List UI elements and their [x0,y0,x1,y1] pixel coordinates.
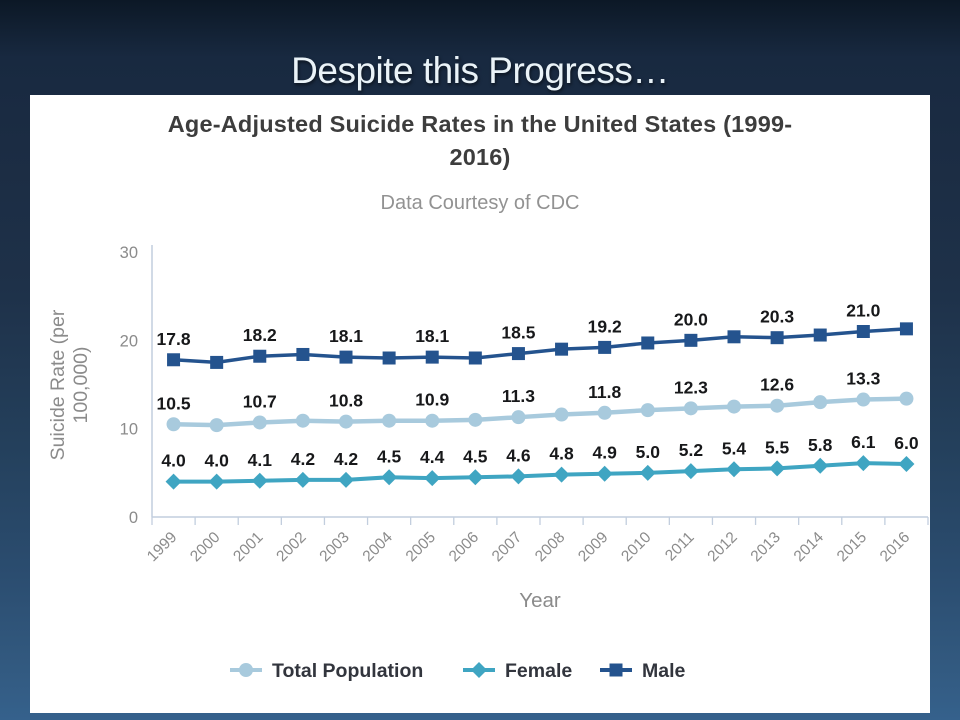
svg-text:18.1: 18.1 [415,326,450,347]
svg-text:5.5: 5.5 [764,437,790,458]
svg-text:Male: Male [642,660,686,682]
svg-text:2010: 2010 [618,528,655,566]
svg-text:2003: 2003 [316,528,353,566]
chart-panel [30,95,930,713]
svg-text:2002: 2002 [273,528,310,566]
svg-text:10.8: 10.8 [328,390,364,411]
svg-text:5.4: 5.4 [721,438,747,459]
svg-text:10.5: 10.5 [156,393,191,414]
chart-title-line1: Age-Adjusted Suicide Rates in the United States (1999- [167,111,793,137]
chart-subtitle: Data Courtesy of CDC [380,192,580,214]
svg-text:4.8: 4.8 [549,443,574,464]
svg-text:4.0: 4.0 [204,450,229,471]
svg-text:2011: 2011 [662,528,698,565]
svg-text:19.2: 19.2 [587,316,622,337]
svg-text:2001: 2001 [230,528,267,566]
legend-item-female [463,660,572,682]
svg-text:5.0: 5.0 [635,441,660,462]
slide-title: Despite this Progress… [291,50,669,91]
svg-text:Female: Female [505,660,573,682]
svg-text:2000: 2000 [187,528,224,566]
svg-text:2008: 2008 [531,528,569,566]
legend-item-total-population [230,660,423,682]
svg-text:17.8: 17.8 [156,328,191,349]
x-axis-tick-labels [144,529,913,566]
svg-text:4.6: 4.6 [506,445,531,466]
svg-text:4.5: 4.5 [463,446,488,467]
svg-text:2013: 2013 [747,528,784,566]
svg-text:20.0: 20.0 [673,309,708,330]
svg-text:2014: 2014 [790,528,828,566]
svg-text:2005: 2005 [402,528,440,566]
svg-text:0: 0 [128,509,138,527]
axes [152,245,928,525]
svg-text:6.1: 6.1 [851,432,876,453]
svg-text:4.5: 4.5 [376,446,402,467]
svg-text:2007: 2007 [488,528,526,566]
svg-text:13.3: 13.3 [846,368,881,389]
chart-svg [30,95,930,713]
svg-text:18.2: 18.2 [242,325,277,346]
svg-text:2006: 2006 [445,528,483,566]
svg-text:Total Population: Total Population [272,660,424,682]
chart-title-line2: 2016) [449,144,511,170]
svg-text:18.1: 18.1 [328,326,364,347]
x-axis-title: Year [519,589,561,612]
svg-text:21.0: 21.0 [846,300,881,321]
svg-text:10.9: 10.9 [415,389,450,410]
series-male [167,322,913,369]
svg-text:4.2: 4.2 [333,448,359,469]
svg-text:4.0: 4.0 [161,450,186,471]
svg-text:20.3: 20.3 [760,306,795,327]
svg-text:6.0: 6.0 [894,433,919,453]
svg-text:11.8: 11.8 [588,381,622,402]
svg-text:1999: 1999 [143,528,181,566]
y-axis-tick-labels [120,244,138,527]
svg-text:10: 10 [119,420,138,439]
series-female [166,455,915,490]
svg-text:2012: 2012 [704,528,741,566]
svg-text:2015: 2015 [833,528,871,566]
svg-text:Suicide Rate (per100,000): Suicide Rate (per100,000) [47,309,92,461]
svg-text:12.6: 12.6 [760,374,795,395]
svg-text:11.3: 11.3 [501,386,535,407]
legend-item-male [600,660,686,682]
svg-text:2009: 2009 [575,528,612,566]
svg-text:4.9: 4.9 [592,442,617,463]
y-axis-title [47,309,92,460]
svg-text:20: 20 [119,332,138,351]
chart-legend [230,660,686,682]
svg-text:2016: 2016 [876,528,914,566]
svg-text:18.5: 18.5 [501,322,536,343]
svg-text:5.2: 5.2 [678,440,704,461]
svg-text:4.1: 4.1 [247,449,272,470]
svg-text:4.4: 4.4 [420,447,445,468]
svg-text:10.7: 10.7 [242,391,277,412]
svg-text:30: 30 [119,244,138,262]
svg-text:5.8: 5.8 [808,434,833,455]
svg-text:12.3: 12.3 [673,377,708,398]
svg-text:2004: 2004 [359,528,396,566]
svg-text:4.2: 4.2 [290,448,316,469]
